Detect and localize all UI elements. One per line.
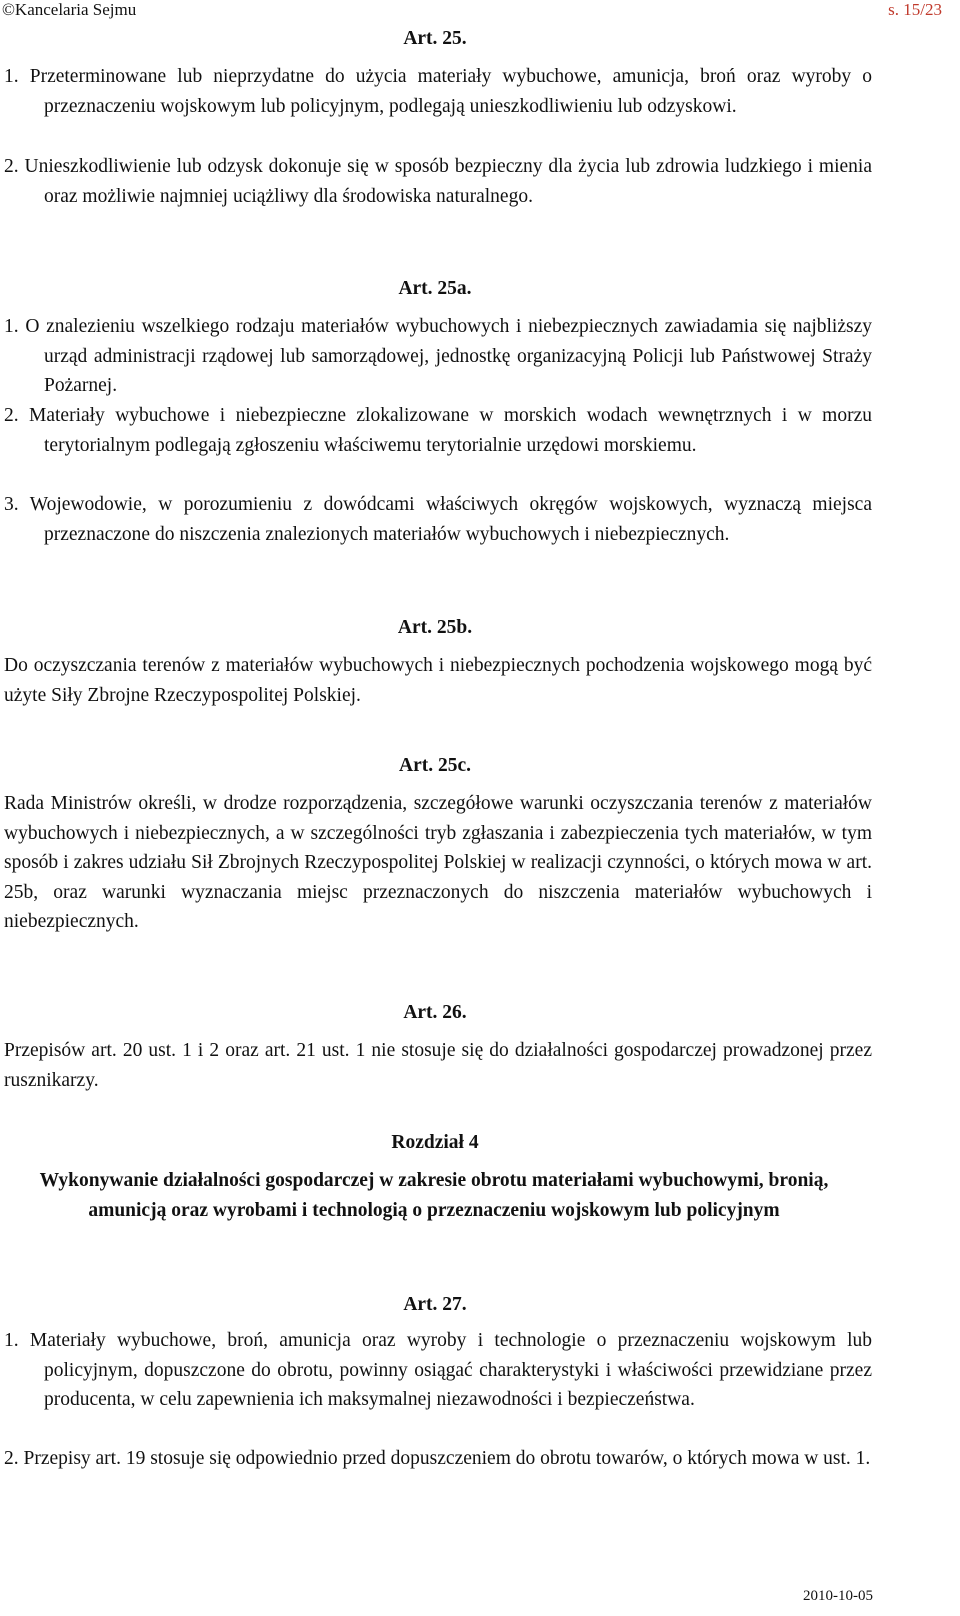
art-25-title: Art. 25. <box>403 28 467 49</box>
art-25a-para-3: 3. Wojewodowie, w porozumieniu z dowódcami właściwych okręgów wojskowych, wyznaczą miejsca przeznaczone do niszczenia znalezionych materiałów wybuchowych i niebezpiecznych. <box>4 494 872 545</box>
art-25b-para-1: Do oczyszczania terenów z materiałów wybuchowych i niebezpiecznych pochodzenia wojskowego mogą być użyte Siły Zbrojne Rzeczypospolitej Polskiej. <box>4 655 872 706</box>
art-25c-para-1: Rada Ministrów określi, w drodze rozporządzenia, szczegółowe warunki oczyszczania terenów z materiałów wybuchowych i niebezpiecznych, a w szczególności tryb zgłaszania i zabezpieczenia tych materiałów, w tym sposób i zakres udziału Sił Zbrojnych Rzeczypospolitej Polskiej w realizacji czynności, o których mowa w art. 25b, oraz warunki wyznaczania miejsc przeznaczonych do niszczenia materiałów wybuchowych i niebezpiecznych. <box>4 793 872 932</box>
art-25a-para-1: 1. O znalezieniu wszelkiego rodzaju materiałów wybuchowych i niebezpiecznych zawiadamia się najbliższy urząd administracji rządowej lub samorządowej, jednostkę organizacyjną Policji lub Państwowej Straży Pożarnej. <box>4 316 872 396</box>
art-25a-title: Art. 25a. <box>398 278 472 299</box>
art-26-title: Art. 26. <box>403 1002 467 1023</box>
art-27-para-2: 2. Przepisy art. 19 stosuje się odpowiednio przed dopuszczeniem do obrotu towarów, o których mowa w ust. 1. <box>4 1448 871 1469</box>
page-number: s. 15/23 <box>888 0 942 19</box>
chapter-4-title: Rozdział 4 <box>391 1132 479 1153</box>
art-27-title: Art. 27. <box>403 1294 467 1315</box>
chapter-4-subtitle: Wykonywanie działalności gospodarczej w zakresie obrotu materiałami wybuchowymi, bronią, amunicją oraz wyrobami i technologią o przeznaczeniu wojskowym lub policyjnym <box>39 1170 829 1221</box>
art-25c-title: Art. 25c. <box>398 755 471 776</box>
art-27-para-1: 1. Materiały wybuchowe, broń, amunicja oraz wyroby i technologie o przeznaczeniu wojskowym lub policyjnym, dopuszczone do obrotu, powinny osiągać charakterystyki i właściwości przewidziane przez producenta, w celu zapewnienia ich maksymalnej niezawodności i bezpieczeństwa. <box>4 1330 872 1410</box>
art-25a-para-2: 2. Materiały wybuchowe i niebezpieczne zlokalizowane w morskich wodach wewnętrznych i w morzu terytorialnym podlegają zgłoszeniu właściwemu terytorialnie urzędowi morskiemu. <box>4 405 872 456</box>
art-25-para-2: 2. Unieszkodliwienie lub odzysk dokonuje się w sposób bezpieczny dla życia lub zdrowia ludzkiego i mienia oraz możliwie najmniej uciążliwy dla środowiska naturalnego. <box>4 156 872 207</box>
art-26-para-1: Przepisów art. 20 ust. 1 i 2 oraz art. 21 ust. 1 nie stosuje się do działalności gospodarczej prowadzonej przez rusznikarzy. <box>4 1040 872 1091</box>
art-25b-title: Art. 25b. <box>397 617 473 638</box>
art-25-para-1: 1. Przeterminowane lub nieprzydatne do użycia materiały wybuchowe, amunicja, broń oraz wyroby o przeznaczeniu wojskowym lub policyjnym, podlegają unieszkodliwieniu lub odzyskowi. <box>4 66 872 117</box>
page-footer-date: 2010-10-05 <box>803 1588 873 1604</box>
page-header-left: ©Kancelaria Sejmu <box>2 0 137 19</box>
